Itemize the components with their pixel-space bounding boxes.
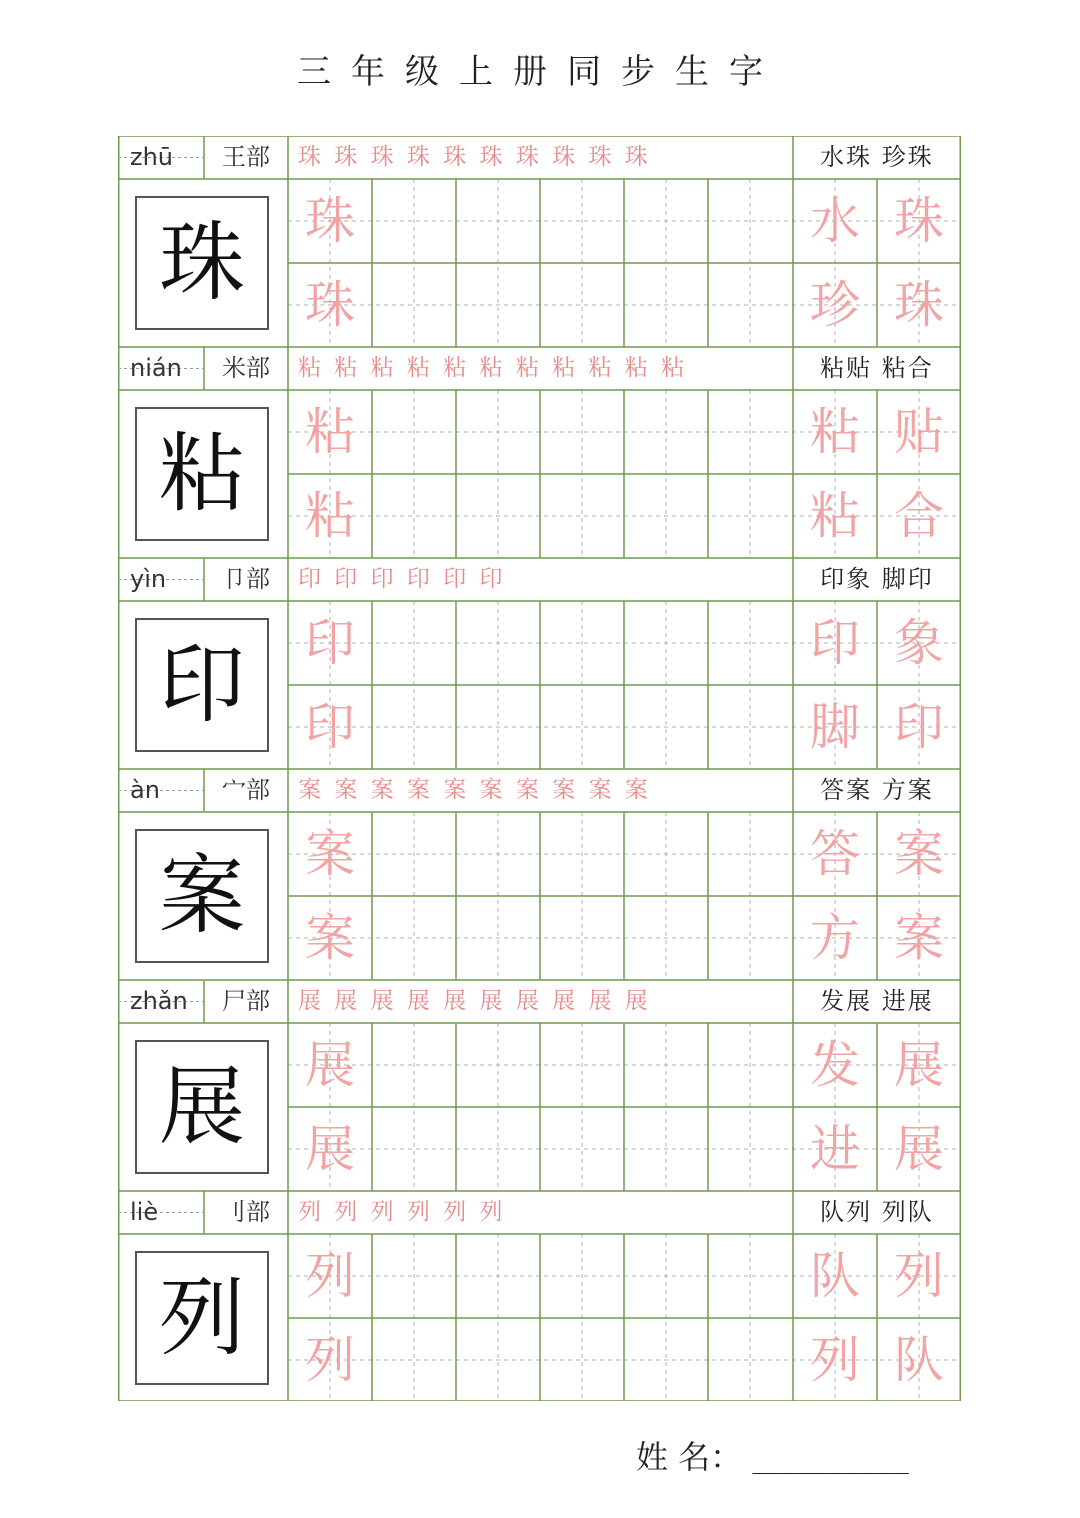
word-trace-character: 印 (894, 698, 944, 756)
word-trace-character: 合 (894, 487, 944, 545)
writing-cell[interactable] (708, 896, 792, 980)
writing-cell[interactable] (540, 390, 624, 474)
word-trace-character: 水 (810, 192, 860, 250)
writing-cell[interactable] (624, 474, 708, 558)
word-trace-character: 展 (894, 1120, 944, 1178)
writing-cell[interactable] (372, 685, 456, 769)
radical-label: 宀部 (222, 776, 270, 804)
trace-character: 粘 (305, 487, 355, 545)
trace-character: 案 (305, 825, 355, 883)
writing-cell[interactable] (624, 179, 708, 263)
model-character: 展 (159, 1057, 245, 1157)
word-trace-character: 列 (810, 1331, 860, 1389)
word-examples: 水珠 珍珠 (820, 143, 934, 171)
character-header-row (118, 347, 961, 390)
writing-cell[interactable] (540, 263, 624, 347)
writing-cell[interactable] (624, 1107, 708, 1191)
writing-cell[interactable] (456, 1107, 540, 1191)
writing-cell[interactable] (456, 179, 540, 263)
word-trace-character: 列 (894, 1247, 944, 1305)
trace-character: 列 (305, 1247, 355, 1305)
writing-cell[interactable] (456, 474, 540, 558)
writing-cell[interactable] (540, 812, 624, 896)
writing-cell[interactable] (624, 263, 708, 347)
writing-cell[interactable] (540, 1023, 624, 1107)
model-character: 印 (159, 635, 245, 735)
radical-label: 王部 (222, 143, 270, 171)
writing-cell[interactable] (540, 601, 624, 685)
writing-cell[interactable] (708, 263, 792, 347)
writing-cell[interactable] (708, 1234, 792, 1318)
trace-character: 印 (305, 614, 355, 672)
writing-cell[interactable] (372, 1234, 456, 1318)
character-block (118, 347, 961, 558)
radical-label: 卩部 (222, 565, 270, 593)
word-trace-character: 粘 (810, 403, 860, 461)
writing-cell[interactable] (456, 1023, 540, 1107)
trace-character: 案 (305, 909, 355, 967)
writing-cell[interactable] (456, 601, 540, 685)
stroke-order: 珠 珠 珠 珠 珠 珠 珠 珠 珠 珠 (298, 144, 651, 170)
writing-cell[interactable] (456, 1234, 540, 1318)
word-trace-character: 方 (810, 909, 860, 967)
writing-cell[interactable] (456, 1318, 540, 1402)
radical-label: 米部 (222, 354, 270, 382)
writing-cell[interactable] (708, 1107, 792, 1191)
character-header-row (118, 1191, 961, 1234)
writing-cell[interactable] (708, 1023, 792, 1107)
word-trace-character: 珠 (894, 192, 944, 250)
word-trace-character: 展 (894, 1036, 944, 1094)
writing-cell[interactable] (708, 601, 792, 685)
character-header-row (118, 980, 961, 1023)
writing-cell[interactable] (372, 1023, 456, 1107)
writing-cell[interactable] (708, 474, 792, 558)
page-title: 三年级上册同步生字 (297, 52, 783, 92)
writing-cell[interactable] (372, 179, 456, 263)
word-examples: 印象 脚印 (820, 565, 934, 593)
pinyin-label: liè (118, 1191, 204, 1234)
name-label: 姓 名： (636, 1438, 743, 1476)
writing-cell[interactable] (540, 1318, 624, 1402)
writing-cell[interactable] (540, 179, 624, 263)
model-character-box (135, 1040, 269, 1174)
name-field[interactable] (636, 1432, 976, 1482)
writing-cell[interactable] (456, 390, 540, 474)
trace-character: 印 (305, 698, 355, 756)
word-trace-character: 队 (810, 1247, 860, 1305)
writing-cell[interactable] (624, 812, 708, 896)
writing-cell[interactable] (624, 685, 708, 769)
writing-cell[interactable] (372, 1318, 456, 1402)
model-character-box (135, 829, 269, 963)
model-character-box (135, 1251, 269, 1385)
word-trace-character: 粘 (810, 487, 860, 545)
writing-cell[interactable] (372, 601, 456, 685)
word-trace-character: 象 (894, 614, 944, 672)
trace-character: 粘 (305, 403, 355, 461)
character-block (118, 558, 961, 769)
writing-cell[interactable] (372, 812, 456, 896)
word-trace-character: 案 (894, 825, 944, 883)
stroke-order: 展 展 展 展 展 展 展 展 展 展 (298, 988, 651, 1014)
writing-cell[interactable] (540, 896, 624, 980)
word-trace-character: 贴 (894, 403, 944, 461)
character-header-row (118, 558, 961, 601)
writing-cell[interactable] (708, 812, 792, 896)
writing-cell[interactable] (624, 1023, 708, 1107)
radical-label: 刂部 (222, 1198, 270, 1226)
model-character: 粘 (159, 424, 245, 524)
writing-cell[interactable] (372, 896, 456, 980)
writing-cell[interactable] (456, 896, 540, 980)
pinyin-label: nián (118, 347, 204, 390)
character-block (118, 1191, 961, 1402)
pinyin-label: zhǎn (118, 980, 204, 1023)
worksheet-grid (118, 136, 961, 1401)
writing-cell[interactable] (540, 685, 624, 769)
trace-character: 展 (305, 1036, 355, 1094)
writing-cell[interactable] (456, 263, 540, 347)
writing-cell[interactable] (372, 474, 456, 558)
character-header-row (118, 136, 961, 179)
model-character: 案 (159, 846, 245, 946)
writing-cell[interactable] (456, 812, 540, 896)
word-trace-character: 脚 (810, 698, 860, 756)
writing-cell[interactable] (624, 1318, 708, 1402)
writing-cell[interactable] (540, 1234, 624, 1318)
writing-cell[interactable] (708, 390, 792, 474)
stroke-order: 粘 粘 粘 粘 粘 粘 粘 粘 粘 粘 粘 (298, 355, 688, 381)
pinyin-label: yìn (118, 558, 204, 601)
trace-character: 展 (305, 1120, 355, 1178)
word-examples: 队列 列队 (820, 1198, 934, 1226)
model-character-box (135, 618, 269, 752)
stroke-order: 列 列 列 列 列 列 (298, 1199, 506, 1225)
model-character: 珠 (159, 213, 245, 313)
writing-cell[interactable] (372, 390, 456, 474)
trace-character: 珠 (305, 276, 355, 334)
character-block (118, 769, 961, 980)
pinyin-label: zhū (118, 136, 204, 179)
writing-cell[interactable] (708, 1318, 792, 1402)
writing-cell[interactable] (540, 474, 624, 558)
word-trace-character: 队 (894, 1331, 944, 1389)
writing-cell[interactable] (540, 1107, 624, 1191)
character-block (118, 980, 961, 1191)
word-trace-character: 进 (810, 1120, 860, 1178)
word-examples: 发展 进展 (820, 987, 934, 1015)
word-trace-character: 案 (894, 909, 944, 967)
trace-character: 珠 (305, 192, 355, 250)
name-blank: __________ (752, 1445, 909, 1475)
stroke-order: 印 印 印 印 印 印 (298, 566, 506, 592)
writing-cell[interactable] (624, 601, 708, 685)
stroke-order: 案 案 案 案 案 案 案 案 案 案 (298, 777, 651, 803)
model-character-box (135, 196, 269, 330)
word-examples: 粘贴 粘合 (820, 354, 934, 382)
model-character-box (135, 407, 269, 541)
word-trace-character: 答 (810, 825, 860, 883)
word-trace-character: 珍 (810, 276, 860, 334)
word-trace-character: 印 (810, 614, 860, 672)
writing-cell[interactable] (372, 1107, 456, 1191)
writing-cell[interactable] (624, 896, 708, 980)
model-character: 列 (159, 1268, 245, 1368)
pinyin-label: àn (118, 769, 204, 812)
character-header-row (118, 769, 961, 812)
writing-cell[interactable] (372, 263, 456, 347)
word-trace-character: 发 (810, 1036, 860, 1094)
writing-cell[interactable] (624, 1234, 708, 1318)
character-block (118, 136, 961, 347)
radical-label: 尸部 (222, 987, 270, 1015)
writing-cell[interactable] (624, 390, 708, 474)
word-examples: 答案 方案 (820, 776, 934, 804)
writing-cell[interactable] (708, 179, 792, 263)
word-trace-character: 珠 (894, 276, 944, 334)
writing-cell[interactable] (708, 685, 792, 769)
trace-character: 列 (305, 1331, 355, 1389)
writing-cell[interactable] (456, 685, 540, 769)
